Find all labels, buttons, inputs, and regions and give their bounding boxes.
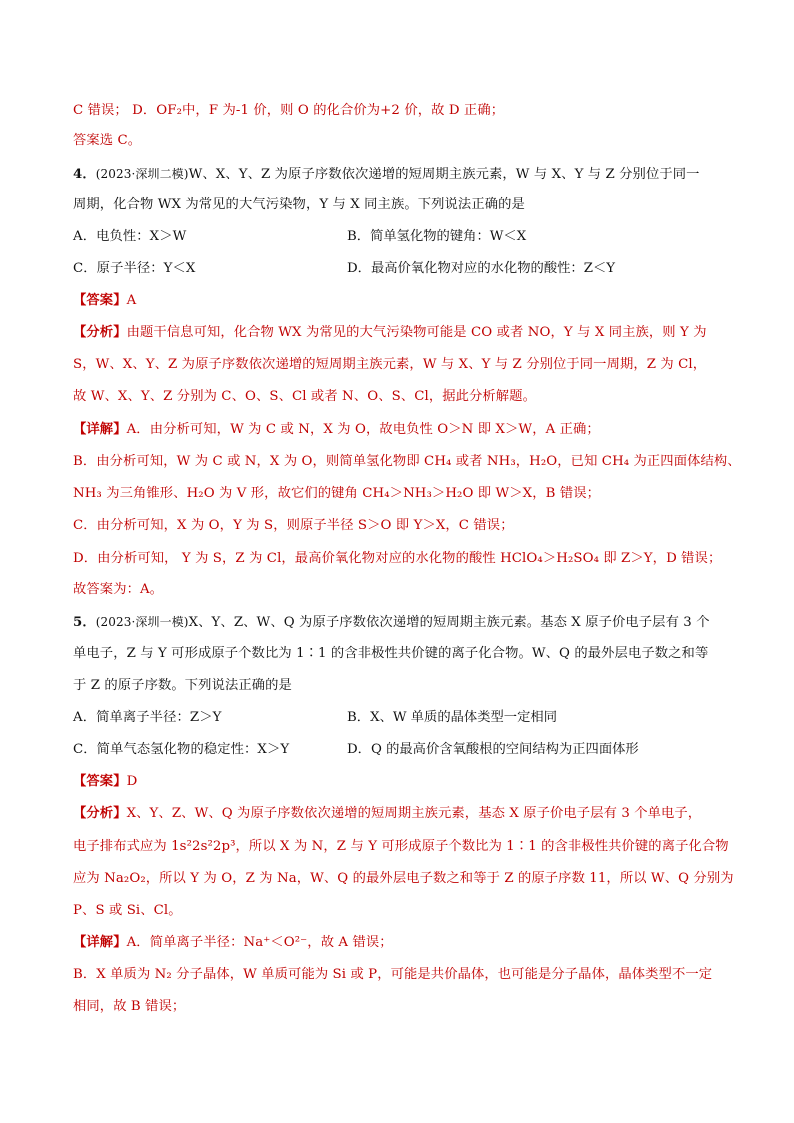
question-text: W、X、Y、Z 为原子序数依次递增的短周期主族元素，W 与 X、Y 与 Z 分别位于同一 [188, 167, 700, 182]
option-d: D．Q 的最高价含氧酸根的空间结构为正四面体形 [347, 742, 639, 757]
question-text: 周期，化合物 WX 为常见的大气污染物，Y 与 X 同主族。下列说法正确的是 [73, 197, 525, 212]
detail-text: B．由分析可知，W 为 C 或 N，X 为 O，则简单氢化物即 CH₄ 或者 NH₃，H₂O，已知 CH₄ 为正四面体结构、 [73, 454, 741, 469]
detail-tag: 【详解】 [73, 935, 127, 950]
answer-tag: 【答案】 [73, 774, 127, 789]
detail-text: C．由分析可知，X 为 O，Y 为 S，则原子半径 S＞O 即 Y＞X，C 错误； [73, 518, 514, 533]
analysis-text: 应为 Na₂O₂，所以 Y 为 O，Z 为 Na，W、Q 的最外层电子数之和等于 Z 的原子序数 11，所以 W、Q 分别为 [73, 871, 734, 886]
question-text: 单电子，Z 与 Y 可形成原子个数比为 1∶1 的含非极性共价键的离子化合物。W、Q 的最外层电子数之和等 [73, 646, 709, 661]
question-source: (2023·深圳一模) [95, 615, 189, 629]
question-text: X、Y、Z、W、Q 为原子序数依次递增的短周期主族元素。基态 X 原子价电子层有 3 个 [188, 615, 710, 630]
option-a: A．简单离子半径：Z＞Y [73, 710, 222, 725]
analysis-line [73, 804, 701, 824]
text-line: 答案选 C。 [73, 133, 142, 148]
option-a: A．电负性：X＞W [73, 229, 187, 244]
option-d: D．最高价氧化物对应的水化物的酸性：Z＜Y [347, 261, 616, 276]
question-number: 5． [73, 615, 96, 630]
detail-line [73, 420, 600, 440]
analysis-tag: 【分析】 [73, 325, 127, 340]
analysis-line [73, 323, 707, 343]
answer-value: A [126, 293, 137, 308]
analysis-text: 由题干信息可知，化合物 WX 为常见的大气污染物可能是 CO 或者 NO，Y 与 X 同主族，则 Y 为 [126, 325, 707, 340]
detail-text: D．由分析可知， Y 为 S，Z 为 Cl，最高价氧化物对应的水化物的酸性 HClO₄＞H₂SO₄ 即 Z＞Y，D 错误； [73, 551, 722, 566]
detail-text: A．简单离子半径：Na⁺＜O²⁻，故 A 错误； [126, 935, 393, 950]
analysis-text: 电子排布式应为 1s²2s²2p³，所以 X 为 N，Z 与 Y 可形成原子个数比为 1∶1 的含非极性共价键的离子化合物 [73, 839, 729, 854]
analysis-text: S，W、X、Y、Z 为原子序数依次递增的短周期主族元素，W 与 X、Y 与 Z 分别位于同一周期，Z 为 Cl， [73, 357, 707, 372]
analysis-text: 故 W、X、Y、Z 分别为 C、O、S、Cl 或者 N、O、S、Cl，据此分析解题。 [73, 389, 536, 404]
option-c: C．原子半径：Y＜X [73, 261, 196, 276]
question-text: 于 Z 的原子序数。下列说法正确的是 [73, 678, 292, 693]
answer-line [73, 772, 137, 792]
question-5-stem [73, 612, 710, 633]
question-4-stem [73, 164, 700, 185]
detail-text: NH₃ 为三角锥形、H₂O 为 V 形，故它们的键角 CH₄＞NH₃＞H₂O 即 W＞X，B 错误； [73, 486, 601, 501]
detail-text: B．X 单质为 N₂ 分子晶体，W 单质可能为 Si 或 P，可能是共价晶体，也可能是分子晶体，晶体类型不一定 [73, 967, 713, 982]
question-source: (2023·深圳二模) [95, 167, 189, 181]
detail-text: 故答案为：A。 [73, 582, 164, 597]
answer-line [73, 291, 136, 311]
analysis-tag: 【分析】 [73, 806, 127, 821]
option-c: C．简单气态氢化物的稳定性：X＞Y [73, 742, 290, 757]
detail-text: A．由分析可知，W 为 C 或 N，X 为 O，故电负性 O＞N 即 X＞W，A 正确； [126, 422, 600, 437]
detail-line [73, 933, 393, 953]
analysis-text: X、Y、Z、W、Q 为原子序数依次递增的短周期主族元素，基态 X 原子价电子层有 3 个单电子， [126, 806, 702, 821]
question-number: 4． [73, 167, 96, 182]
answer-value: D [126, 774, 138, 789]
answer-tag: 【答案】 [73, 293, 127, 308]
detail-tag: 【详解】 [73, 422, 127, 437]
detail-text: 相同，故 B 错误； [73, 999, 186, 1014]
analysis-text: P、S 或 Si、Cl。 [73, 903, 182, 918]
option-b: B．简单氢化物的键角：W＜X [347, 229, 527, 244]
option-b: B．X、W 单质的晶体类型一定相同 [347, 710, 557, 725]
text-line: C 错误； D．OF₂中，F 为-1 价，则 O 的化合价为+2 价，故 D 正确； [73, 103, 505, 118]
